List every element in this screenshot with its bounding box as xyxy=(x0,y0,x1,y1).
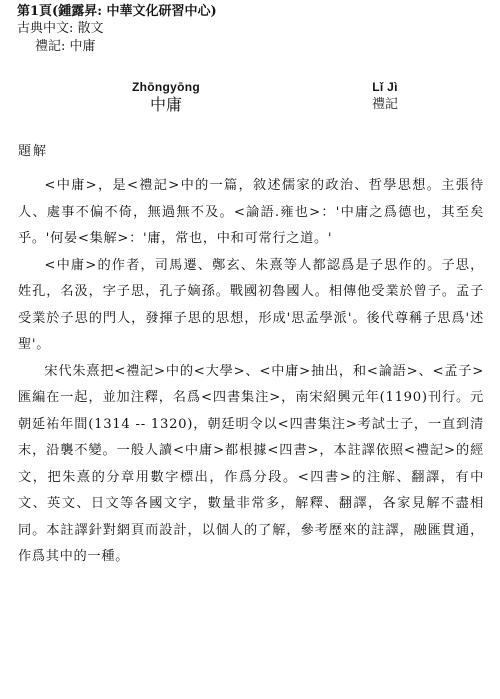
body-text xyxy=(18,173,484,571)
section-heading: 題解 xyxy=(18,144,49,159)
paragraph-3: 宋代朱熹把<禮記>中的<大學>、<中庸>抽出，和<論語>、<孟子>匯編在一起，並加注釋，名爲<四書集注>，南宋紹興元年(1190)刊行。元朝延祐年間(1314 -- 1320)，朝廷明令以<四書集注>考試士子，一直到清末，沿襲不變。一般人讀<中庸>都根據<四書>，本註譯依照<禮記>的經文，把朱熹的分章用數字標出，作爲分段。<四書>的注解、翻譯，有中文、英文、日文等各國文字，數量非常多，解釋、翻譯，各家見解不盡相同。本註譯針對網頁而設計，以個人的了解，參考歷來的註譯，融匯貫通，作爲其中的一種。 xyxy=(18,363,484,564)
paragraph-1: <中庸>，是<禮記>中的一篇，敘述儒家的政治、哲學思想。主張待人、處事不偏不倚，無過無不及。<論語.雍也>：'中庸之爲德也，其至矣乎。'何晏<集解>：'庸，常也，中和可常行之道。' xyxy=(18,178,484,246)
title-zhongyong-hanzi: 中庸 xyxy=(149,95,182,114)
page-header-title: 第1頁(鍾露昇: 中華文化研習中心) xyxy=(17,4,217,19)
paragraph-2: <中庸>的作者，司馬遷、鄭玄、朱熹等人都認爲是子思作的。子思，姓孔，名汲，字子思，孔子嫡孫。戰國初魯國人。相傳他受業於曾子。孟子受業於子思的門人，發揮子思的思想，形成'思孟學派'。後代尊稱子思爲'述聖'。 xyxy=(18,257,484,352)
title-zhongyong-pinyin: Zhōngyōng xyxy=(131,80,200,94)
title-liji-pinyin: Lǐ Jì xyxy=(372,80,398,94)
title-liji-hanzi: 禮記 xyxy=(371,97,398,112)
page-header-category: 古典中文: 散文 xyxy=(17,21,104,36)
title-liji xyxy=(355,80,415,115)
page-header-subtitle: 禮記: 中庸 xyxy=(35,39,96,54)
title-zhongyong xyxy=(118,80,214,115)
